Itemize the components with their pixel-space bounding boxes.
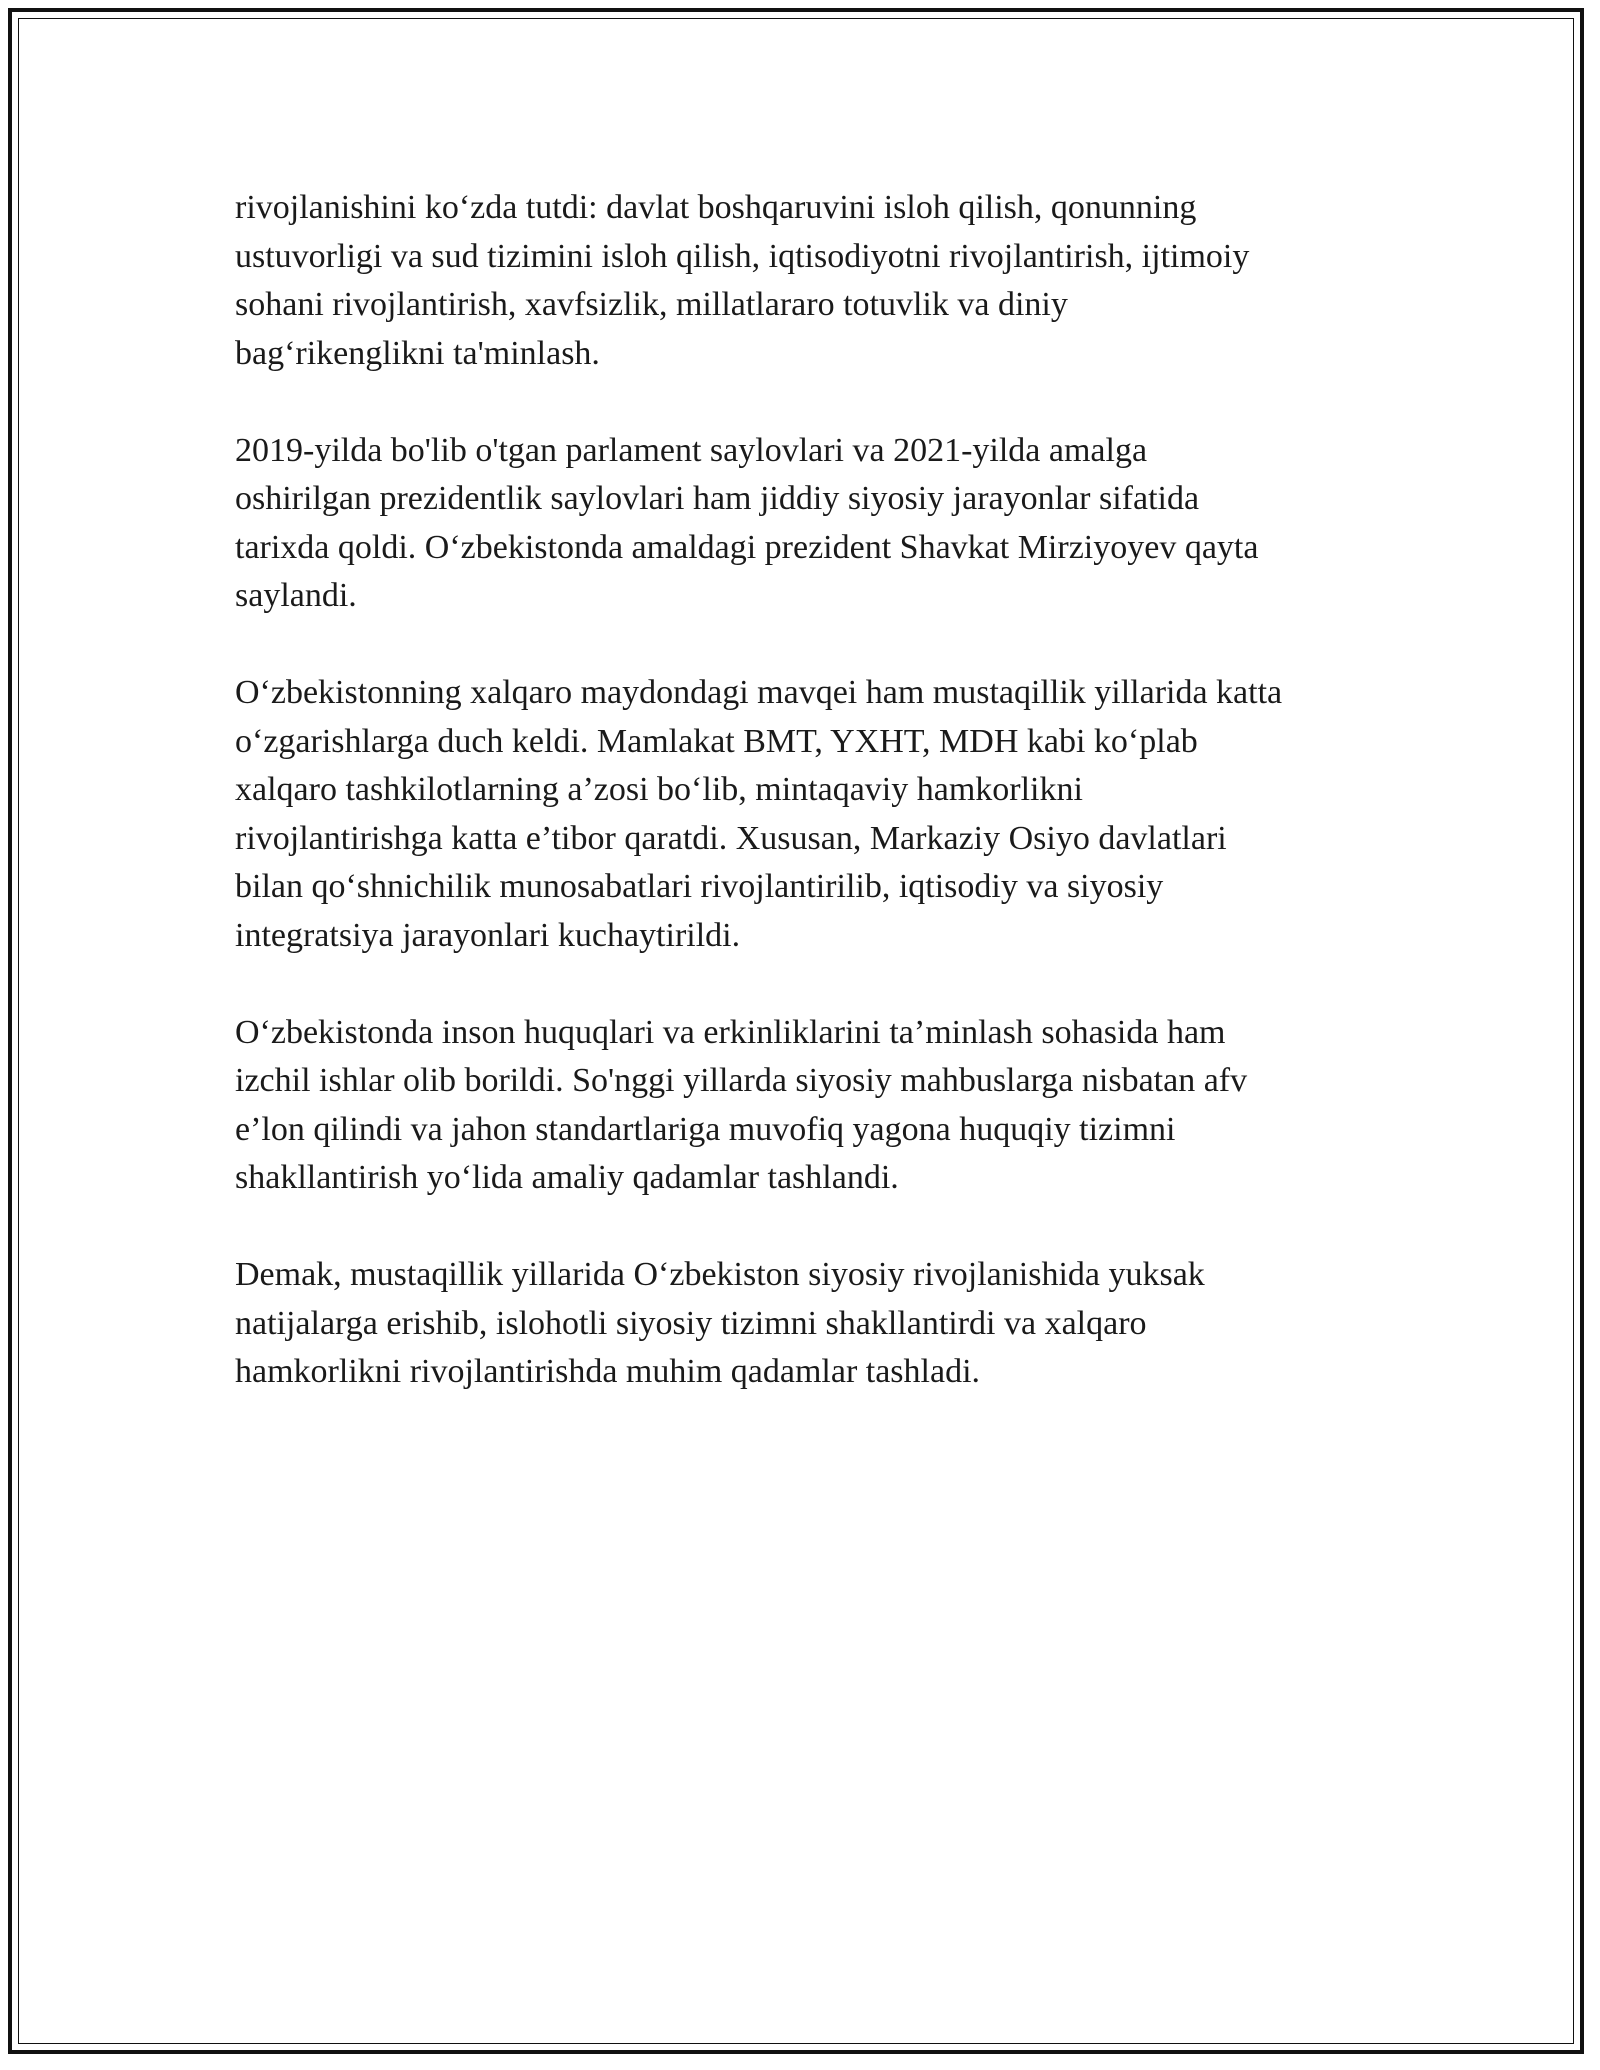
text-line: O‘zbekistonda inson huquqlari va erkinliklarini ta’minlash sohasida ham bbox=[235, 1013, 1226, 1051]
paragraph bbox=[235, 669, 1385, 960]
text-line: shakllantirish yo‘lida amaliy qadamlar tashlandi. bbox=[235, 1159, 899, 1196]
text-line: xalqaro tashkilotlarning a’zosi bo‘lib, mintaqaviy hamkorlikni bbox=[235, 771, 1083, 808]
text-line: natijalarga erishib, islohotli siyosiy tizimni shakllantirdi va xalqaro bbox=[235, 1304, 1147, 1342]
text-line: integratsiya jarayonlari kuchaytirildi. bbox=[235, 916, 741, 954]
text-line: tarixda qoldi. O‘zbekistonda amaldagi prezident Shavkat Mirziyoyev qayta bbox=[235, 528, 1259, 566]
text-line: oshirilgan prezidentlik saylovlari ham jiddiy siyosiy jarayonlar sifatida bbox=[235, 480, 1200, 517]
text-line: o‘zgarishlarga duch keldi. Mamlakat BMT, YXHT, MDH kabi ko‘plab bbox=[235, 722, 1198, 760]
text-line: izchil ishlar olib borildi. So'nggi yillarda siyosiy mahbuslarga nisbatan afv bbox=[235, 1062, 1248, 1099]
text-line: rivojlantirishga katta e’tibor qaratdi. Xususan, Markaziy Osiyo davlatlari bbox=[235, 819, 1227, 857]
text-line: 2019-yilda bo'lib o'tgan parlament saylovlari va 2021-yilda amalga bbox=[235, 431, 1148, 469]
text-line: rivojlanishini ko‘zda tutdi: davlat boshqaruvini isloh qilish, qonunning bbox=[235, 189, 1197, 226]
text-line: sohani rivojlantirish, xavfsizlik, millatlararo totuvlik va diniy bbox=[235, 286, 1068, 323]
text-line: bilan qo‘shnichilik munosabatlari rivojlantirilib, iqtisodiy va siyosiy bbox=[235, 868, 1164, 905]
paragraph bbox=[235, 1009, 1385, 1203]
document-body bbox=[235, 184, 1385, 1445]
text-line: ustuvorligi va sud tizimini isloh qilish, iqtisodiyotni rivojlantirish, ijtimoiy bbox=[235, 237, 1250, 275]
text-line: Demak, mustaqillik yillarida O‘zbekiston siyosiy rivojlanishida yuksak bbox=[235, 1256, 1205, 1293]
text-line: hamkorlikni rivojlantirishda muhim qadamlar tashladi. bbox=[235, 1353, 981, 1390]
paragraph bbox=[235, 184, 1385, 378]
paragraph bbox=[235, 1251, 1385, 1397]
text-line: bag‘rikenglikni ta'minlash. bbox=[235, 334, 600, 372]
text-line: O‘zbekistonning xalqaro maydondagi mavqei ham mustaqillik yillarida katta bbox=[235, 674, 1283, 711]
paragraph bbox=[235, 427, 1385, 621]
text-line: e’lon qilindi va jahon standartlariga muvofiq yagona huquqiy tizimni bbox=[235, 1110, 1176, 1148]
text-line: saylandi. bbox=[235, 577, 357, 614]
